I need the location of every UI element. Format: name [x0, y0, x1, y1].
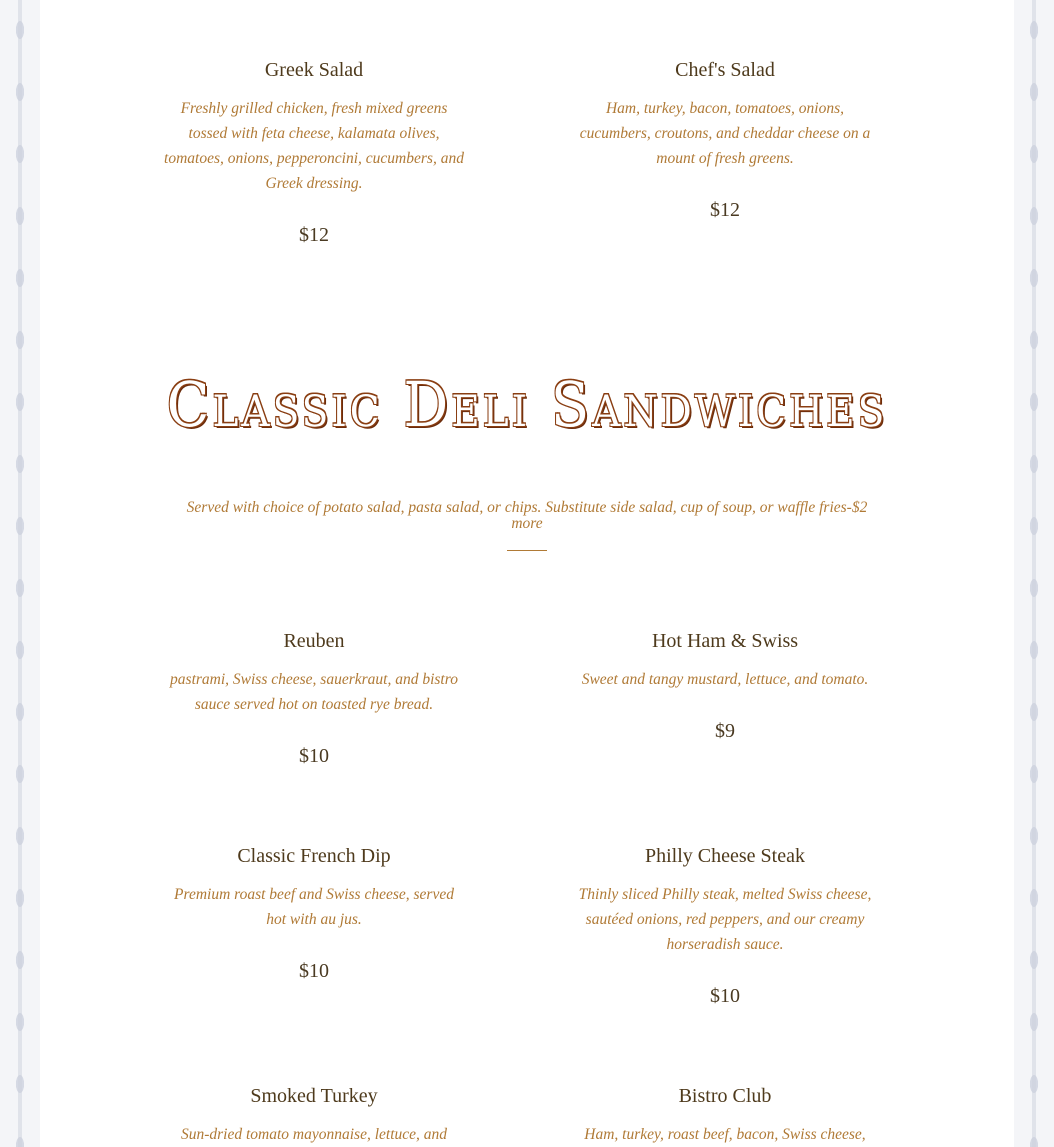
menu-item-hot-ham-swiss	[575, 629, 875, 743]
menu-item-chefs-salad	[575, 58, 875, 222]
item-description: Sweet and tangy mustard, lettuce, and tomato.	[581, 671, 869, 688]
item-description: Sun-dried tomato mayonnaise, lettuce, and	[180, 1126, 448, 1143]
item-price: $10	[299, 960, 329, 982]
decorative-border-left	[0, 0, 40, 1147]
section-title: Classic Deli Sandwiches	[166, 369, 888, 442]
decorative-border-right	[1014, 0, 1054, 1147]
item-name: Classic French Dip	[237, 845, 391, 867]
item-price: $10	[710, 985, 740, 1007]
item-description: Thinly sliced Philly steak, melted Swiss cheese, sautéed onions, red peppers, and our creamy horseradish sauce.	[578, 886, 872, 953]
item-description: Freshly grilled chicken, fresh mixed greens tossed with feta cheese, kalamata olives, tomatoes, onions, pepperoncini, cucumbers, and Greek dressing.	[164, 100, 464, 192]
item-name: Philly Cheese Steak	[645, 845, 805, 867]
section-note: Served with choice of potato salad, pasta salad, or chips. Substitute side salad, cup of soup, or waffle fries-$2 more	[186, 499, 868, 532]
menu-item-greek-salad	[164, 58, 464, 247]
item-name: Chef's Salad	[675, 59, 775, 81]
item-price: $12	[299, 224, 329, 246]
item-name: Smoked Turkey	[250, 1085, 378, 1107]
item-description: pastrami, Swiss cheese, sauerkraut, and bistro sauce served hot on toasted rye bread.	[170, 671, 458, 713]
menu-item-smoked-turkey	[164, 1084, 464, 1147]
item-price: $12	[710, 199, 740, 221]
menu-item-bistro-club	[575, 1084, 875, 1147]
item-name: Hot Ham & Swiss	[651, 630, 799, 652]
item-description: Ham, turkey, roast beef, bacon, Swiss cheese,	[584, 1126, 866, 1143]
item-name: Reuben	[283, 630, 345, 652]
item-name: Greek Salad	[264, 59, 364, 81]
item-description: Ham, turkey, bacon, tomatoes, onions, cucumbers, croutons, and cheddar cheese on a mount of fresh greens.	[579, 100, 871, 167]
menu-item-classic-french-dip	[164, 844, 464, 983]
section-divider	[507, 550, 547, 551]
item-description: Premium roast beef and Swiss cheese, served hot with au jus.	[174, 886, 454, 928]
item-price: $9	[715, 720, 735, 742]
menu-item-philly-cheese-steak	[575, 844, 875, 1008]
menu-item-reuben	[164, 629, 464, 768]
item-price: $10	[299, 745, 329, 767]
item-name: Bistro Club	[678, 1085, 772, 1107]
